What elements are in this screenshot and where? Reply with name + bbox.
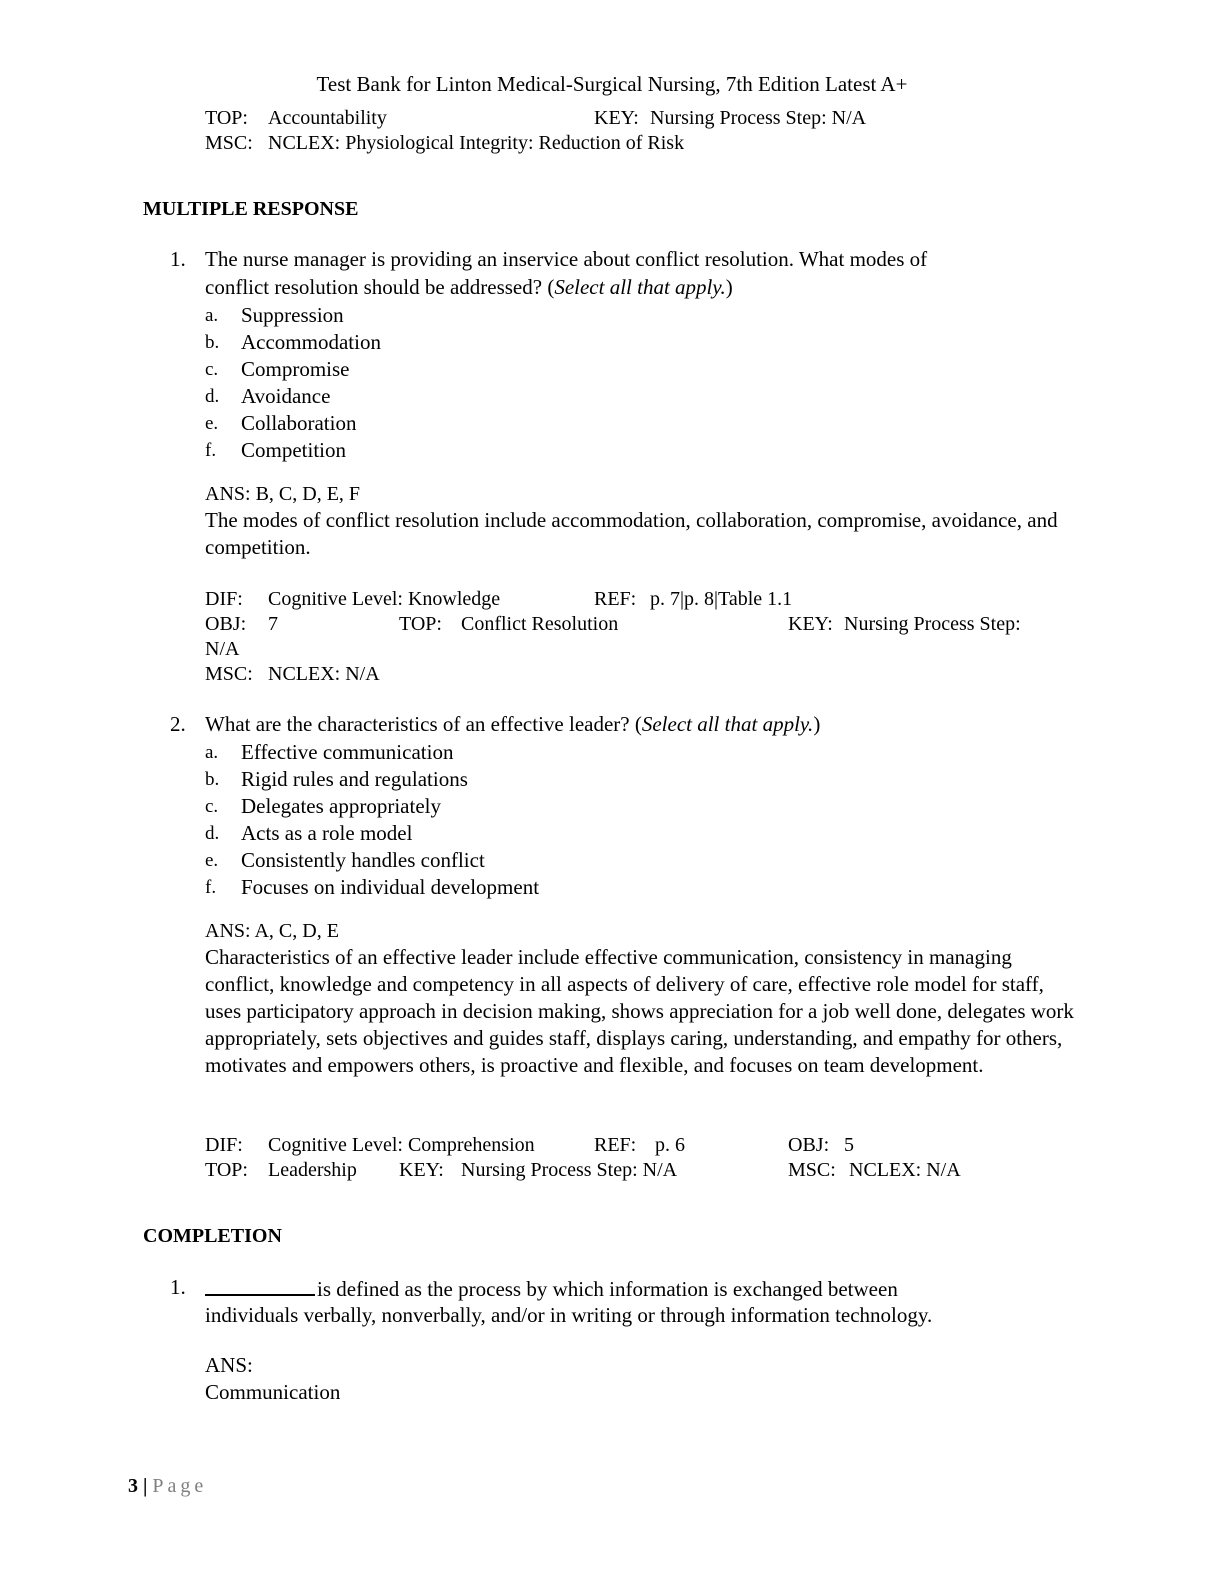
choice-text: Competition [241, 438, 346, 462]
dif-label: DIF: [205, 588, 243, 610]
ref-value: p. 6 [655, 1134, 685, 1156]
question-number: 1. [170, 1275, 186, 1299]
choice-letter: c. [205, 796, 219, 817]
choice-letter: b. [205, 769, 220, 790]
choice-letter: d. [205, 386, 220, 407]
instruction-italic: Select all that apply. [554, 275, 726, 299]
msc-value: NCLEX: N/A [849, 1159, 961, 1181]
key-label: KEY: [399, 1159, 444, 1181]
dif-value: Cognitive Level: Comprehension [268, 1134, 535, 1156]
top-label: TOP: [205, 1159, 248, 1181]
choice-text: Effective communication [241, 740, 454, 764]
choice-letter: f. [205, 440, 217, 461]
msc-label: MSC: [788, 1159, 836, 1181]
ref-label: REF: [594, 1134, 637, 1156]
choice-text: Suppression [241, 303, 344, 327]
rationale-text: The modes of conflict resolution include accommodation, collaboration, compromise, avoidance, and competition. [205, 508, 1058, 559]
section-title-completion: COMPLETION [143, 1225, 282, 1247]
answer-key: ANS: B, C, D, E, F [205, 483, 361, 505]
dif-label: DIF: [205, 1134, 243, 1156]
answer-value: Communication [205, 1380, 341, 1404]
prev-msc-label: MSC: [205, 132, 253, 154]
choice-letter: b. [205, 332, 220, 353]
page-number: 3 [128, 1475, 138, 1497]
question-text: The nurse manager is providing an inservice about conflict resolution. What modes of [205, 247, 928, 271]
question-number: 1. [170, 247, 186, 271]
choice-text: Avoidance [241, 384, 331, 408]
obj-label: OBJ: [788, 1134, 830, 1156]
page-word: Page [152, 1475, 208, 1497]
question-text-line2: conflict resolution should be addressed? (Select all that apply.) [205, 275, 733, 299]
key-label: KEY: [788, 613, 833, 635]
section-title-multiple-response: MULTIPLE RESPONSE [143, 198, 359, 220]
key-value: Nursing Process Step: N/A [461, 1159, 678, 1181]
ref-value: p. 7|p. 8|Table 1.1 [650, 588, 793, 610]
choice-text: Focuses on individual development [241, 875, 540, 899]
choice-letter: c. [205, 359, 219, 380]
choice-letter: f. [205, 877, 217, 898]
choice-text: Compromise [241, 357, 350, 381]
dif-value: Cognitive Level: Knowledge [268, 588, 501, 610]
choice-text: Collaboration [241, 411, 357, 435]
choice-text: Rigid rules and regulations [241, 767, 468, 791]
question-text: is defined as the process by which information is exchanged between [205, 1274, 898, 1303]
question-text: What are the characteristics of an effective leader? (Select all that apply.) [205, 712, 821, 736]
choice-letter: d. [205, 823, 220, 844]
prev-msc-value: NCLEX: Physiological Integrity: Reduction of Risk [268, 132, 685, 154]
rationale-text: Characteristics of an effective leader include effective communication, consistency in managing conflict, knowledge and competency in all aspects of delivery of care, effective role model for staff, uses participatory approach in decision making, shows appreciation for a job well done, delegates work appropriately, sets objectives and guides staff, displays caring, understanding, and empathy for others, motivates and empowers others, is proactive and flexible, and focuses on team development. [205, 945, 1074, 1077]
key-value: Nursing Process Step: [844, 613, 1021, 635]
key-value-wrap: N/A [205, 638, 240, 660]
page-separator: | [143, 1475, 148, 1497]
choice-text: Accommodation [241, 330, 381, 354]
choice-letter: a. [205, 742, 219, 763]
fill-in-blank [205, 1274, 315, 1296]
msc-value: NCLEX: N/A [268, 663, 380, 685]
choice-letter: e. [205, 850, 219, 871]
choice-letter: a. [205, 305, 219, 326]
document-header: Test Bank for Linton Medical-Surgical Nursing, 7th Edition Latest A+ [316, 72, 908, 96]
obj-value: 7 [268, 613, 278, 635]
choice-text: Consistently handles conflict [241, 848, 485, 872]
choice-text: Acts as a role model [241, 821, 413, 845]
prev-top-label: TOP: [205, 107, 248, 129]
prev-key-value: Nursing Process Step: N/A [650, 107, 867, 129]
question-text-line2: individuals verbally, nonverbally, and/or in writing or through information technology. [205, 1303, 933, 1327]
question-number: 2. [170, 712, 186, 736]
answer-key: ANS: A, C, D, E [205, 920, 339, 942]
answer-label: ANS: [205, 1353, 253, 1377]
prev-key-label: KEY: [594, 107, 639, 129]
prev-top-value: Accountability [268, 107, 387, 129]
msc-label: MSC: [205, 663, 253, 685]
obj-value: 5 [844, 1134, 854, 1156]
choice-letter: e. [205, 413, 219, 434]
choice-text: Delegates appropriately [241, 794, 441, 818]
page-footer [128, 1473, 207, 1500]
top-value: Conflict Resolution [461, 613, 619, 635]
top-label: TOP: [399, 613, 442, 635]
obj-label: OBJ: [205, 613, 247, 635]
instruction-italic: Select all that apply. [641, 712, 814, 736]
ref-label: REF: [594, 588, 637, 610]
top-value: Leadership [268, 1159, 357, 1181]
